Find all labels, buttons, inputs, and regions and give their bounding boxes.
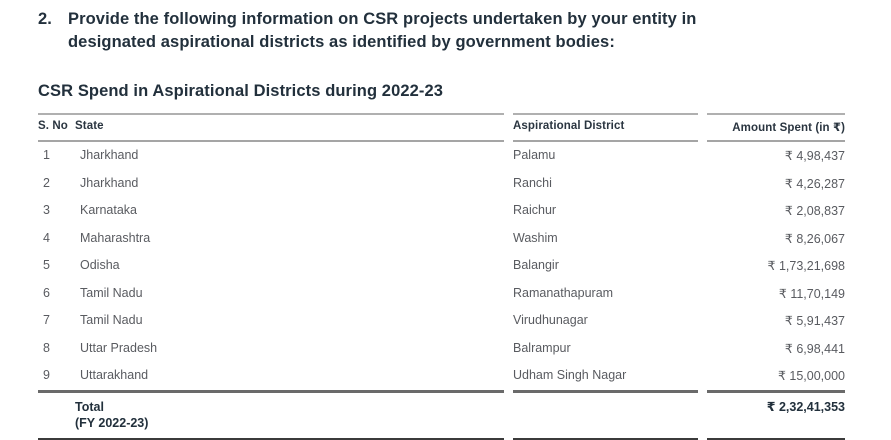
cell-state: Jharkhand [80,148,139,162]
table-row [38,335,845,363]
cell-amount: ₹ 6,98,441 [784,341,845,356]
total-amount: ₹ 2,32,41,353 [707,390,845,440]
cell-district: Balangir [513,258,559,272]
question-number: 2. [38,10,52,28]
cell-state: Odisha [80,258,120,272]
table-row [38,170,845,198]
cell-amount: ₹ 11,70,149 [778,286,845,301]
cell-state: Uttarakhand [80,368,149,382]
column-header-state: State [75,120,104,132]
table-header-row [38,113,845,142]
cell-sno: 6 [43,285,50,300]
table-title: CSR Spend in Aspirational Districts during 2022-23 [38,82,444,100]
total-sublabel: (FY 2022-23) [75,415,149,430]
cell-sno: 7 [43,313,50,327]
table-row [38,142,845,170]
cell-state: Tamil Nadu [80,313,143,327]
cell-amount: ₹ 4,26,287 [784,176,845,191]
column-header-amount: Amount Spent (in ₹) [707,113,845,142]
column-header-sno: S. No [38,120,68,132]
cell-district: Udham Singh Nagar [513,368,627,382]
cell-sno: 4 [43,230,50,245]
cell-state: Uttar Pradesh [80,340,158,355]
cell-sno: 1 [43,148,50,162]
cell-district: Palamu [513,148,556,162]
cell-district: Washim [513,230,558,245]
cell-sno: 8 [43,340,50,355]
cell-district: Virudhunagar [513,313,588,327]
cell-state: Karnataka [80,203,137,217]
cell-state: Maharashtra [80,230,151,245]
question-text: Provide the following information on CSR projects undertaken by your entity in designated aspirational districts as identified by government bodies: [68,10,697,51]
cell-district: Ranchi [513,175,552,190]
table-row [38,307,845,335]
cell-amount: ₹ 2,08,837 [784,204,845,218]
cell-state: Jharkhand [80,175,139,190]
total-label: Total [75,399,104,414]
cell-sno: 3 [43,203,50,217]
cell-district: Ramanathapuram [513,285,614,300]
cell-amount: ₹ 8,26,067 [784,231,845,246]
table-row [38,225,845,253]
cell-amount: ₹ 4,98,437 [784,149,845,163]
table-row [38,362,845,390]
cell-sno: 9 [43,368,50,382]
table-row [38,252,845,280]
cell-sno: 2 [43,175,50,190]
csr-spend-table [38,113,845,440]
question-heading [38,8,845,54]
table-row [38,197,845,225]
header-cell-sno-state [38,113,504,142]
cell-amount: ₹ 15,00,000 [777,369,845,383]
cell-sno: 5 [43,258,50,272]
table-row [38,280,845,308]
cell-district: Balrampur [513,340,571,355]
cell-district: Raichur [513,203,557,217]
cell-amount: ₹ 5,91,437 [784,314,845,328]
cell-state: Tamil Nadu [80,285,143,300]
cell-amount: ₹ 1,73,21,698 [767,259,845,273]
table-total-row [38,390,845,440]
column-header-district: Aspirational District [513,113,698,142]
